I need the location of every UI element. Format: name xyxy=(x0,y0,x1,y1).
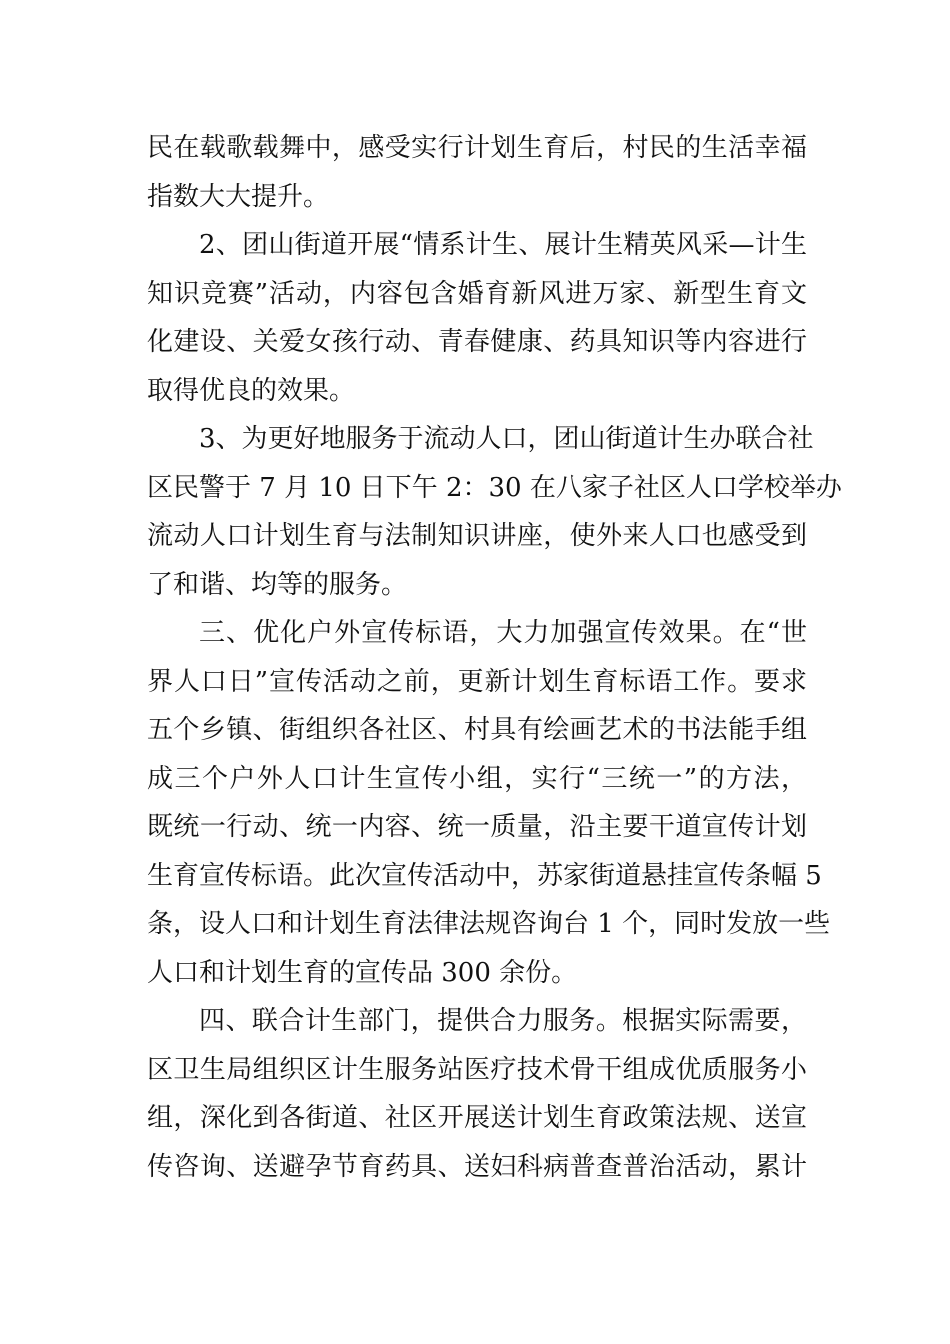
text-line: 取得优良的效果。 xyxy=(147,375,356,406)
text-line: 2、团山街道开展“情系计生、展计生精英风采—计生 xyxy=(199,230,807,260)
text-line: 3、为更好地服务于流动人口，团山街道计生办联合社 xyxy=(199,424,814,454)
text-line: 民在载歌载舞中，感受实行计划生育后，村民的生活幸福 xyxy=(147,133,807,163)
text-line: 成三个户外人口计生宣传小组，实行“三统一”的方法， xyxy=(147,763,807,794)
text-line: 五个乡镇、街组织各社区、村具有绘画艺术的书法能手组 xyxy=(147,715,807,745)
text-line: 条，设人口和计划生育法律法规咨询台 1 个，同时发放一些 xyxy=(147,909,831,939)
document-body-text xyxy=(147,124,842,1191)
text-line: 四、联合计生部门，提供合力服务。根据实际需要， xyxy=(199,1006,807,1036)
text-line: 区卫生局组织区计生服务站医疗技术骨干组成优质服务小 xyxy=(147,1054,807,1085)
text-line: 传咨询、送避孕节育药具、送妇科病普查普治活动，累计 xyxy=(147,1151,807,1182)
text-line: 生育宣传标语。此次宣传活动中，苏家街道悬挂宣传条幅 5 xyxy=(147,860,822,891)
text-line: 既统一行动、统一内容、统一质量，沿主要干道宣传计划 xyxy=(147,812,807,842)
text-line: 区民警于 7 月 10 日下午 2：30 在八家子社区人口学校举办 xyxy=(147,472,842,503)
text-line: 化建设、关爱女孩行动、青春健康、药具知识等内容进行 xyxy=(147,327,807,357)
text-line: 了和谐、均等的服务。 xyxy=(147,569,408,600)
text-line: 流动人口计划生育与法制知识讲座，使外来人口也感受到 xyxy=(147,521,807,551)
text-line: 知识竞赛”活动，内容包含婚育新风进万家、新型生育文 xyxy=(147,278,807,309)
text-line: 界人口日”宣传活动之前，更新计划生育标语工作。要求 xyxy=(147,666,807,697)
text-line: 组，深化到各街道、社区开展送计划生育政策法规、送宣 xyxy=(147,1103,807,1133)
text-line: 人口和计划生育的宣传品 300 余份。 xyxy=(147,957,578,988)
text-line: 三、优化户外宣传标语，大力加强宣传效果。在“世 xyxy=(199,618,807,648)
text-line: 指数大大提升。 xyxy=(147,181,330,212)
